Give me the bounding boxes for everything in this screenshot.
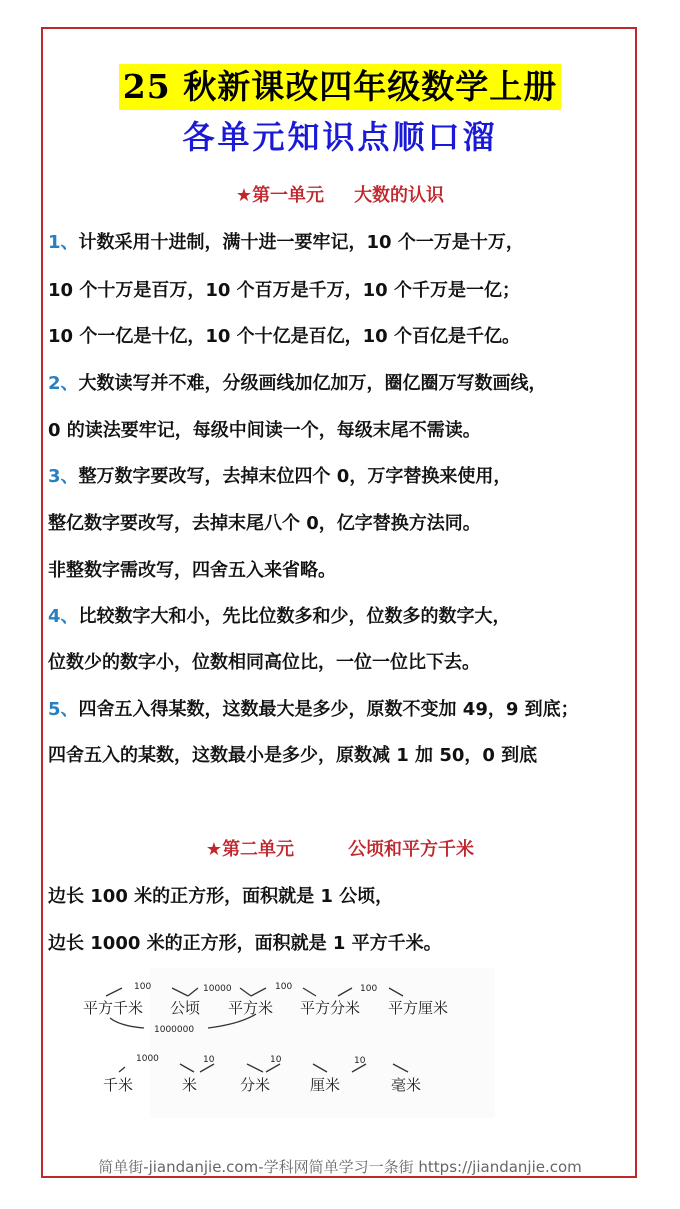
area-unit-label: 平方分米: [300, 999, 361, 1017]
length-rate: 10: [270, 1055, 282, 1065]
unit-2-topic: 公顷和平方千米: [348, 839, 475, 860]
page-subtitle: 各单元知识点顺口溜: [182, 118, 498, 156]
point-number: 1、: [48, 232, 79, 253]
point-1-line-1: 1、计数采用十进制，满十进一要牢记，10 个一万是十万，: [48, 232, 524, 253]
area-rate: 100: [134, 982, 152, 992]
length-unit-label: 厘米: [310, 1076, 341, 1094]
unit-1-name: 第一单元: [252, 185, 325, 206]
point-4-line-1: 4、比较数字大和小，先比位数多和少，位数多的数字大，: [48, 606, 511, 627]
area-unit-label: 平方厘米: [388, 999, 449, 1017]
point-number: 5、: [48, 699, 79, 720]
length-rate: 1000: [136, 1054, 159, 1064]
area-rate: 10000: [203, 984, 232, 994]
area-rate: 100: [360, 984, 378, 994]
star-icon: ★: [235, 185, 253, 206]
area-unit-label: 公顷: [170, 999, 201, 1017]
area-rate: 100: [275, 982, 293, 992]
title-container: [0, 64, 680, 110]
point-number: 3、: [48, 466, 79, 487]
length-rate: 10: [354, 1056, 366, 1066]
unit-2-name: 第二单元: [222, 839, 295, 860]
unit-conversion-diagram: [83, 968, 495, 1118]
length-unit-label: 千米: [103, 1076, 134, 1094]
point-3-line-2: 整亿数字要改写，去掉末尾八个 0，亿字替换方法同。: [48, 513, 481, 534]
point-4-line-2: 位数少的数字小，位数相同高位比，一位一位比下去。: [48, 652, 480, 673]
length-unit-label: 毫米: [391, 1076, 422, 1094]
point-2-line-1: 2、大数读写并不难，分级画线加亿加万，圈亿圈万写数画线，: [48, 373, 547, 394]
unit-2-line-2: 边长 1000 米的正方形，面积就是 1 平方千米。: [48, 933, 442, 954]
point-1-line-2: 10 个十万是百万，10 个百万是千万，10 个千万是一亿；: [48, 280, 520, 301]
star-icon: ★: [205, 839, 223, 860]
point-number: 2、: [48, 373, 79, 394]
conversion-chart: [70, 968, 510, 1118]
point-number: 4、: [48, 606, 79, 627]
area-skip-rate: 1000000: [154, 1025, 195, 1035]
unit-1-topic: 大数的认识: [354, 185, 445, 206]
point-3-line-1: 3、整万数字要改写，去掉末位四个 0，万字替换来使用，: [48, 466, 512, 487]
unit-2-line-1: 边长 100 米的正方形，面积就是 1 公顷，: [48, 886, 394, 907]
unit-2-heading: [0, 838, 680, 862]
point-5-line-2: 四舍五入的某数，这数最小是多少，原数减 1 加 50，0 到底: [48, 745, 538, 766]
point-3-line-3: 非整数字需改写，四舍五入来省略。: [48, 560, 336, 581]
area-unit-label: 平方千米: [83, 999, 144, 1017]
point-2-line-2: 0 的读法要牢记，每级中间读一个，每级末尾不需读。: [48, 420, 481, 441]
length-unit-label: 分米: [240, 1076, 271, 1094]
page-title: 25 秋新课改四年级数学上册: [119, 64, 561, 110]
point-1-line-3: 10 个一亿是十亿，10 个十亿是百亿，10 个百亿是千亿。: [48, 326, 520, 347]
unit-1-heading: [0, 184, 680, 208]
length-unit-label: 米: [182, 1076, 198, 1094]
footer-watermark: 简单街-jiandanjie.com-学科网简单学习一条街 https://jiandanjie.com: [98, 1158, 582, 1176]
area-unit-label: 平方米: [228, 999, 274, 1017]
point-5-line-1: 5、四舍五入得某数，这数最大是多少，原数不变加 49，9 到底；: [48, 699, 579, 720]
length-rate: 10: [203, 1055, 215, 1065]
